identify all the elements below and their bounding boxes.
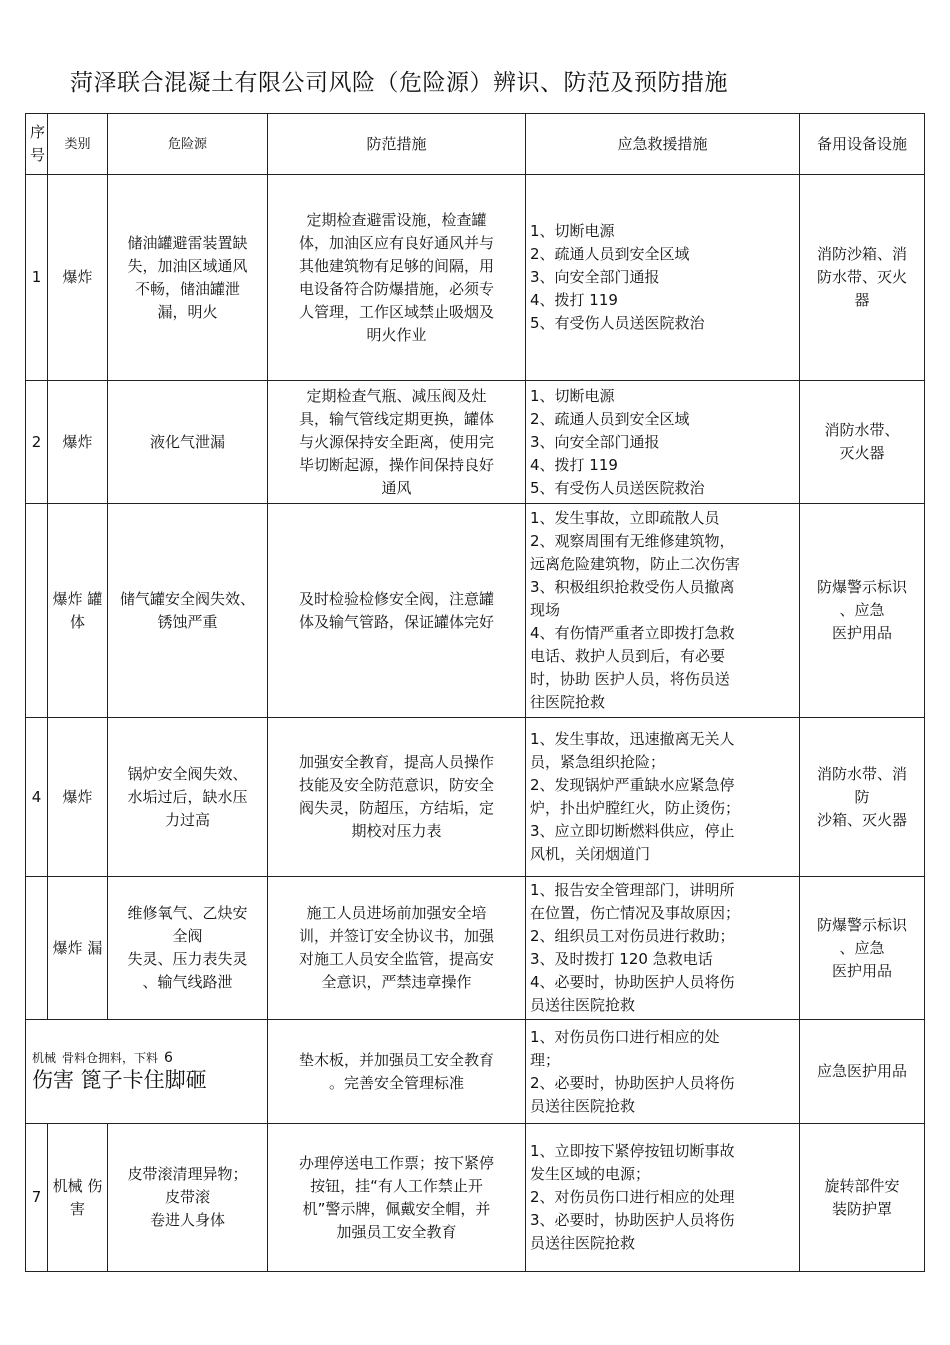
- header-no: 序号: [26, 114, 48, 175]
- cell-emergency: [526, 1020, 800, 1124]
- cell-line: 防爆警示标识: [816, 578, 907, 596]
- cell-line: 4、必要时，协助医护人员将伤: [530, 973, 735, 991]
- cell-no: 6: [164, 1049, 173, 1066]
- cell-line: 、应急: [839, 938, 885, 957]
- cell-line: 3、向安全部门通报: [530, 268, 660, 286]
- cell-line: 其他建筑物有足够的间隔，用: [298, 256, 494, 275]
- cell-line: 医护用品: [831, 961, 892, 980]
- cell-hazard-large: 伤害 篦子卡住脚砸: [32, 1067, 207, 1092]
- cell-line: 发生区域的电源；: [530, 1165, 651, 1183]
- cell-line: 应急医护用品: [816, 1062, 907, 1080]
- cell-category: 机械: [32, 1050, 57, 1065]
- table-row: [26, 718, 925, 877]
- cell-line: 4、有伤情严重者立即拨打急救: [530, 624, 735, 642]
- risk-table: [25, 113, 925, 1272]
- cell-line: 、应急: [839, 601, 885, 619]
- cell-line: 理；: [530, 1050, 561, 1069]
- table-row: [26, 504, 925, 718]
- cell-line: 员，紧急组织抢险；: [530, 753, 666, 771]
- header-equipment: 备用设备设施: [800, 114, 925, 175]
- cell-line: 失，加油区域通风: [127, 256, 248, 275]
- cell-line: 。完善安全管理标准: [328, 1073, 464, 1092]
- cell-line: 炉，扑出炉膛红火，防止烫伤；: [530, 799, 741, 817]
- cell-line: 时，协助 医护人员，将伤员送: [530, 670, 730, 688]
- cell-line: 加强员工安全教育: [336, 1222, 457, 1241]
- cell-line: 体及输气管路，保证罐体完好: [298, 612, 494, 631]
- cell-equipment: [800, 1020, 925, 1124]
- cell-line: 全阀: [172, 927, 203, 945]
- cell-prevention: [268, 175, 526, 381]
- cell-emergency: [526, 718, 800, 877]
- header-row: [26, 114, 925, 175]
- cell-line: 明火作业: [366, 325, 427, 344]
- cell-line: 防: [854, 787, 870, 806]
- cell-hazard: [108, 381, 268, 504]
- cell-line: 往医院抢救: [530, 693, 606, 711]
- cell-emergency: [526, 175, 800, 381]
- cell-line: 消防沙箱、消: [816, 245, 907, 263]
- cell-line: 装防护罩: [831, 1199, 892, 1218]
- cell-line: 1、发生事故，立即疏散人员: [530, 509, 720, 527]
- cell-line: 施工人员进场前加强安全培: [306, 904, 487, 922]
- cell-line: 1、立即按下紧停按钮切断事故: [530, 1142, 735, 1160]
- cell-line: 旋转部件安: [824, 1176, 900, 1195]
- cell-line: 2、对伤员伤口进行相应的处理: [530, 1188, 735, 1206]
- cell-line: 毕切断起源，操作间保持良好: [298, 455, 494, 474]
- page-title: 菏泽联合混凝土有限公司风险（危险源）辨识、防范及预防措施: [70, 70, 728, 96]
- cell-line: 防水带、灭火: [816, 268, 907, 286]
- cell-no: 2: [26, 381, 48, 504]
- cell-line: 风机，关闭烟道门: [530, 845, 651, 863]
- cell-line: 力过高: [164, 810, 210, 829]
- cell-line: 办理停送电工作票；按下紧停: [298, 1153, 494, 1172]
- cell-line: 3、必要时，协助医护人员将伤: [530, 1211, 735, 1229]
- cell-category: 爆炸 漏: [48, 877, 108, 1020]
- cell-line: 1、切断电源: [530, 386, 615, 405]
- cell-line: 锅炉安全阀失效、: [127, 764, 248, 783]
- cell-line: 人管理，工作区域禁止吸烟及: [298, 302, 494, 321]
- cell-no: 7: [26, 1124, 48, 1272]
- cell-emergency: [526, 504, 800, 718]
- cell-equipment: [800, 877, 925, 1020]
- cell-hazard: [108, 504, 268, 718]
- cell-emergency: [526, 1124, 800, 1272]
- cell-hazard: [108, 718, 268, 877]
- cell-no: [26, 504, 48, 718]
- cell-line: 加强安全教育，提高人员操作: [298, 753, 494, 771]
- cell-line: 3、积极组织抢救受伤人员撤离: [530, 578, 735, 596]
- cell-category: 爆炸: [48, 718, 108, 877]
- cell-category: 机械 伤害: [48, 1124, 108, 1272]
- cell-line: 2、疏通人员到安全区域: [530, 409, 690, 428]
- cell-line: 2、发现锅炉严重缺水应紧急停: [530, 776, 735, 794]
- table-row: [26, 381, 925, 504]
- cell-line: 消防水带、消: [816, 764, 907, 783]
- cell-line: 不畅，储油罐泄: [134, 279, 240, 298]
- cell-prevention: [268, 1020, 526, 1124]
- cell-category: 爆炸 罐体: [48, 504, 108, 718]
- cell-line: 技能及安全防范意识，防安全: [298, 776, 494, 794]
- cell-line: 在位置，伤亡情况及事故原因；: [530, 904, 741, 922]
- cell-category: 爆炸: [48, 381, 108, 504]
- cell-line: 失灵、压力表失灵: [127, 950, 248, 968]
- cell-line: 机”警示牌，佩戴安全帽，并: [302, 1199, 491, 1218]
- cell-equipment: [800, 718, 925, 877]
- cell-line: 电设备符合防爆措施，必须专: [298, 279, 494, 298]
- cell-line: 储油罐避雷装置缺: [127, 233, 248, 252]
- cell-line: 1、对伤员伤口进行相应的处: [530, 1027, 720, 1046]
- cell-line: 按钮，挂“有人工作禁止开: [310, 1176, 483, 1195]
- cell-hazard: [108, 877, 268, 1020]
- header-prevention: 防范措施: [268, 114, 526, 175]
- cell-line: 卷进人身体: [149, 1211, 225, 1229]
- cell-line: 4、拨打 119: [530, 455, 618, 474]
- cell-equipment: [800, 1124, 925, 1272]
- cell-line: 对施工人员安全监管，提高安: [298, 950, 494, 968]
- cell-line: 体，加油区应有良好通风并与: [298, 233, 494, 252]
- cell-line: 员送往医院抢救: [530, 996, 636, 1014]
- cell-line: 4、拨打 119: [530, 291, 618, 309]
- header-hazard: 危险源: [108, 114, 268, 175]
- cell-line: 全意识，严禁违章操作: [321, 973, 472, 991]
- cell-line: 液化气泄漏: [149, 432, 225, 451]
- cell-line: 5、有受伤人员送医院救治: [530, 478, 705, 497]
- cell-line: 通风: [381, 478, 412, 497]
- cell-line: 医护用品: [831, 624, 892, 642]
- cell-no: 1: [26, 175, 48, 381]
- cell-prevention: [268, 504, 526, 718]
- cell-line: 具，输气管线定期更换，罐体: [298, 409, 494, 428]
- cell-line: 灭火器: [839, 444, 885, 462]
- cell-line: 器: [854, 291, 870, 309]
- cell-hazard: [108, 175, 268, 381]
- cell-line: 2、组织员工对伤员进行救助；: [530, 927, 735, 945]
- cell-line: 防爆警示标识: [816, 915, 907, 934]
- table-row: [26, 877, 925, 1020]
- cell-prevention: [268, 718, 526, 877]
- cell-line: 阀失灵，防超压，方结垢，定: [298, 799, 494, 817]
- cell-line: 期校对压力表: [351, 822, 442, 840]
- cell-equipment: [800, 504, 925, 718]
- cell-line: 消防水带、: [824, 421, 900, 439]
- cell-category: 爆炸: [48, 175, 108, 381]
- cell-no: [26, 877, 48, 1020]
- cell-prevention: [268, 877, 526, 1020]
- cell-line: 锈蚀严重: [157, 612, 218, 631]
- cell-line: 垫木板，并加强员工安全教育: [298, 1050, 494, 1069]
- cell-line: 2、必要时，协助医护人员将伤: [530, 1073, 735, 1092]
- cell-line: 训，并签订安全协议书，加强: [298, 927, 494, 945]
- cell-line: 定期检查气瓶、减压阀及灶: [306, 386, 487, 405]
- cell-equipment: [800, 381, 925, 504]
- cell-line: 与火源保持安全距离，使用完: [298, 432, 494, 451]
- cell-emergency: [526, 381, 800, 504]
- cell-line: 定期检查避雷设施，检查罐: [306, 210, 487, 229]
- cell-line: 沙箱、灭火器: [816, 810, 907, 829]
- cell-line: 3、向安全部门通报: [530, 432, 660, 451]
- table-row: [26, 1020, 925, 1124]
- cell-line: 5、有受伤人员送医院救治: [530, 314, 705, 332]
- header-emergency: 应急救援措施: [526, 114, 800, 175]
- cell-line: 储气罐安全阀失效、: [119, 589, 255, 608]
- cell-line: 员送往医院抢救: [530, 1234, 636, 1252]
- table-row: [26, 1124, 925, 1272]
- cell-line: 皮带滚清理异物；: [127, 1165, 248, 1183]
- cell-merged-category-hazard: [26, 1020, 268, 1124]
- cell-line: 1、切断电源: [530, 222, 615, 240]
- cell-line: 1、发生事故，迅速撤离无关人: [530, 730, 735, 748]
- cell-line: 现场: [530, 601, 561, 619]
- cell-line: 皮带滚: [164, 1188, 210, 1206]
- cell-prevention: [268, 381, 526, 504]
- cell-line: 3、及时拨打 120 急救电话: [530, 950, 713, 968]
- cell-hazard: 骨料仓拥料，下料: [62, 1050, 159, 1065]
- cell-line: 员送往医院抢救: [530, 1096, 636, 1115]
- cell-line: 1、报告安全管理部门，讲明所: [530, 881, 735, 899]
- cell-line: 、输气线路泄: [142, 973, 233, 991]
- cell-line: 维修氧气、乙炔安: [127, 904, 248, 922]
- cell-line: 电话、救护人员到后，有必要: [530, 647, 726, 665]
- table-row: [26, 175, 925, 381]
- cell-line: 2、疏通人员到安全区域: [530, 245, 690, 263]
- cell-line: 水垢过后，缺水压: [127, 787, 248, 806]
- cell-prevention: [268, 1124, 526, 1272]
- cell-line: 3、应立即切断燃料供应，停止: [530, 822, 735, 840]
- cell-line: 远离危险建筑物，防止二次伤害: [530, 555, 741, 573]
- cell-no: 4: [26, 718, 48, 877]
- cell-line: 2、观察周围有无维修建筑物，: [530, 532, 735, 550]
- cell-hazard: [108, 1124, 268, 1272]
- cell-emergency: [526, 877, 800, 1020]
- header-category: 类别: [48, 114, 108, 175]
- cell-equipment: [800, 175, 925, 381]
- cell-line: 及时检验检修安全阀，注意罐: [298, 589, 494, 608]
- cell-line: 漏，明火: [157, 302, 218, 321]
